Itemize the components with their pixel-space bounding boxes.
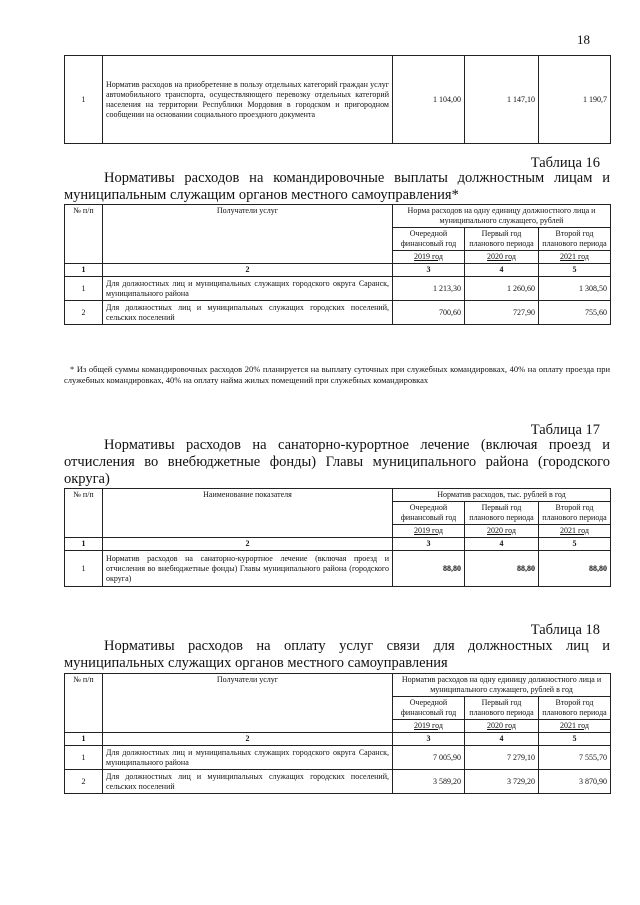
row-number: 1 — [65, 277, 103, 301]
page-number: 18 — [577, 32, 590, 47]
header-num: № п/п — [65, 205, 103, 264]
header-recipients: Получатели услуг — [103, 205, 393, 264]
header-col3-year: 2021 год — [539, 251, 611, 264]
header-name: Наименование показателя — [103, 489, 393, 538]
header-col1: Очередной финансовый год — [393, 697, 465, 720]
index-cell: 4 — [465, 264, 539, 277]
value-2019: 1 104,00 — [393, 56, 465, 144]
table-18 — [64, 673, 611, 794]
index-cell: 4 — [465, 538, 539, 551]
table-17-caption: Таблица 17 — [530, 422, 600, 438]
table-18-title: Нормативы расходов на оплату услуг связи для должностных лиц и муниципальных служащих органов местного самоуправления — [64, 638, 610, 671]
index-cell: 2 — [103, 538, 393, 551]
row-number: 1 — [65, 56, 103, 144]
value-2021: 755,60 — [539, 301, 611, 325]
index-cell: 1 — [65, 538, 103, 551]
header-col2-year: 2020 год — [465, 525, 539, 538]
table-16-title: Нормативы расходов на командировочные выплаты должностным лицам и муниципальным служащим органов местного самоуправления* — [64, 170, 610, 203]
header-col2-year: 2020 год — [465, 251, 539, 264]
header-col1-year: 2019 год — [393, 251, 465, 264]
index-cell: 2 — [103, 264, 393, 277]
header-col3-year: 2021 год — [539, 525, 611, 538]
table-row — [65, 746, 611, 770]
row-text: Для должностных лиц и муниципальных служащих городского округа Саранск, муниципального района — [103, 277, 393, 301]
header-num: № п/п — [65, 489, 103, 538]
row-number: 2 — [65, 770, 103, 794]
index-cell: 5 — [539, 264, 611, 277]
row-text: Для должностных лиц и муниципальных служащих городских поселений, сельских поселений — [103, 301, 393, 325]
header-col2-year: 2020 год — [465, 720, 539, 733]
table-row — [65, 301, 611, 325]
table-16-footnote: * Из общей суммы командировочных расходов 20% планируется на выплату суточных при служебных командировках, 40% на оплату проезда при служебных командировках, 40% на оплату найма жилых помещений при служебных командировках — [64, 364, 610, 385]
value-2019: 88,80 — [393, 551, 465, 587]
header-col1: Очередной финансовый год — [393, 228, 465, 251]
row-text: Норматив расходов на санаторно-курортное лечение (включая проезд и отчисления во внебюджетные фонды) Главы муниципального района (городского округа) — [103, 551, 393, 587]
header-norm: Норматив расходов, тыс. рублей в год — [393, 489, 611, 502]
row-text: Для должностных лиц и муниципальных служащих городского округа Саранск, муниципального района — [103, 746, 393, 770]
value-2020: 1 147,10 — [465, 56, 539, 144]
header-num: № п/п — [65, 674, 103, 733]
header-col1: Очередной финансовый год — [393, 502, 465, 525]
header-col2: Первый год планового периода — [465, 697, 539, 720]
value-2019: 700,60 — [393, 301, 465, 325]
value-2021: 7 555,70 — [539, 746, 611, 770]
row-number: 1 — [65, 746, 103, 770]
table-17-title: Нормативы расходов на санаторно-курортное лечение (включая проезд и отчисления во внебюджетные фонды) Главы муниципального района (городского округа) — [64, 437, 610, 487]
continued-table — [64, 55, 611, 144]
row-number: 2 — [65, 301, 103, 325]
row-number: 1 — [65, 551, 103, 587]
index-cell: 4 — [465, 733, 539, 746]
value-2020: 88,80 — [465, 551, 539, 587]
value-2021: 1 308,50 — [539, 277, 611, 301]
table-16 — [64, 204, 611, 325]
value-2020: 727,90 — [465, 301, 539, 325]
header-col2: Первый год планового периода — [465, 502, 539, 525]
value-2019: 1 213,30 — [393, 277, 465, 301]
value-2019: 3 589,20 — [393, 770, 465, 794]
table-row — [65, 551, 611, 587]
row-text: Для должностных лиц и муниципальных служащих городских поселений, сельских поселений — [103, 770, 393, 794]
value-2021: 3 870,90 — [539, 770, 611, 794]
table-16-caption: Таблица 16 — [530, 155, 600, 171]
value-2020: 3 729,20 — [465, 770, 539, 794]
row-text: Норматив расходов на приобретение в пользу отдельных категорий граждан услуг автомобильного транспорта, осуществляющего перевозку отдельных категорий населения на территории Республики Мордовия в городском и пригородном сообщении на основании социального проездного документа — [103, 56, 393, 144]
index-cell: 5 — [539, 538, 611, 551]
header-col3: Второй год планового периода — [539, 502, 611, 525]
header-col2: Первый год планового периода — [465, 228, 539, 251]
header-norm: Норматив расходов на одну единицу должностного лица и муниципального служащего, рублей в год — [393, 674, 611, 697]
table-18-caption: Таблица 18 — [530, 622, 600, 638]
table-17 — [64, 488, 611, 587]
header-col1-year: 2019 год — [393, 720, 465, 733]
header-recipients: Получатели услуг — [103, 674, 393, 733]
value-2021: 88,80 — [539, 551, 611, 587]
index-cell: 5 — [539, 733, 611, 746]
table-row — [65, 277, 611, 301]
header-col1-year: 2019 год — [393, 525, 465, 538]
header-col3: Второй год планового периода — [539, 228, 611, 251]
index-cell: 1 — [65, 264, 103, 277]
index-cell: 3 — [393, 264, 465, 277]
value-2020: 7 279,10 — [465, 746, 539, 770]
index-cell: 1 — [65, 733, 103, 746]
value-2019: 7 005,90 — [393, 746, 465, 770]
header-col3: Второй год планового периода — [539, 697, 611, 720]
header-col3-year: 2021 год — [539, 720, 611, 733]
index-cell: 2 — [103, 733, 393, 746]
index-cell: 3 — [393, 733, 465, 746]
table-row — [65, 56, 611, 144]
header-norm: Норма расходов на одну единицу должностного лица и муниципального служащего, рублей — [393, 205, 611, 228]
index-cell: 3 — [393, 538, 465, 551]
table-row — [65, 770, 611, 794]
value-2020: 1 260,60 — [465, 277, 539, 301]
value-2021: 1 190,7 — [539, 56, 611, 144]
